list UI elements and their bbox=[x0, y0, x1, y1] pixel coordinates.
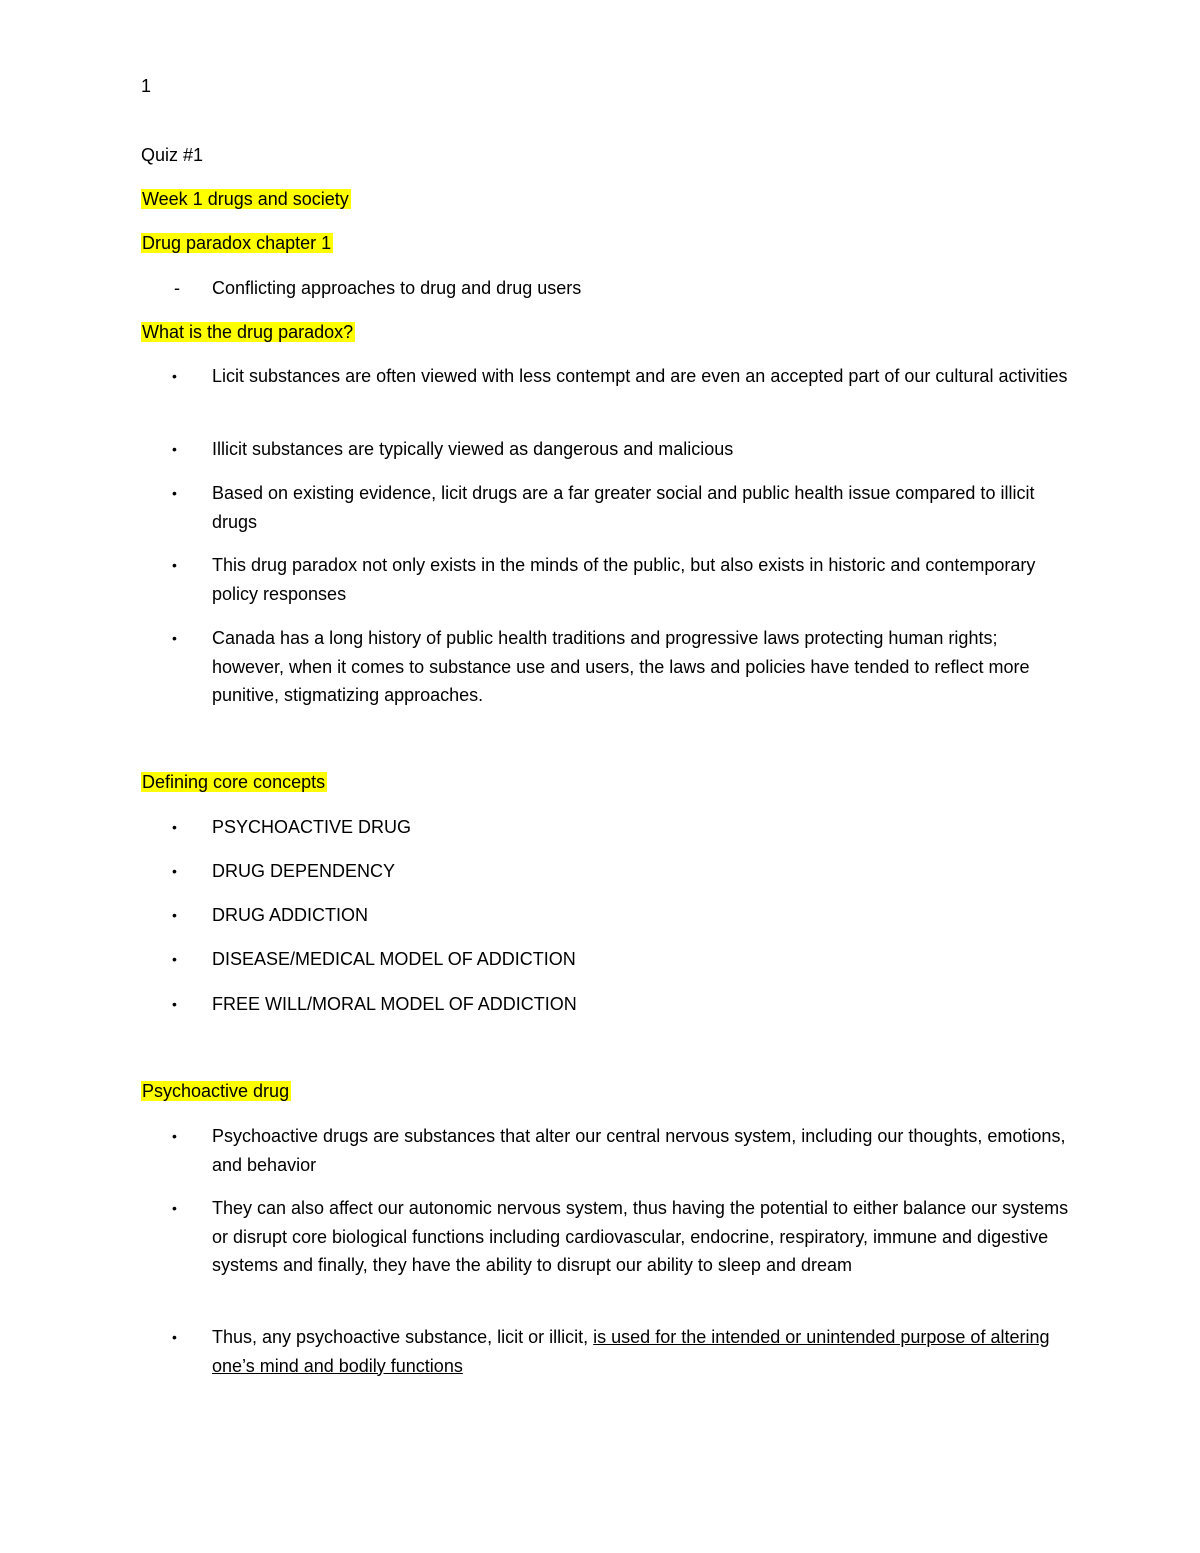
bullet-icon: • bbox=[172, 441, 177, 457]
bullet-icon: • bbox=[172, 485, 177, 501]
bullet-icon: • bbox=[172, 996, 177, 1012]
psychoactive-heading: Psychoactive drug bbox=[142, 1081, 290, 1101]
paradox-chapter-heading-line bbox=[141, 229, 333, 257]
week-heading-line bbox=[141, 185, 351, 213]
what-is-heading-line bbox=[141, 318, 355, 346]
paradox-item: Licit substances are often viewed with less contempt and are even an accepted part of our cultural activities bbox=[212, 366, 1068, 386]
core-concept-item: PSYCHOACTIVE DRUG bbox=[212, 817, 412, 837]
psychoactive-item: Psychoactive drugs are substances that alter our central nervous system, including our thoughts, emotions, and behavior bbox=[212, 1126, 1066, 1175]
dash-item: Conflicting approaches to drug and drug users bbox=[212, 278, 582, 298]
bullet-icon: • bbox=[172, 1200, 177, 1216]
bullet-icon: • bbox=[172, 907, 177, 923]
paradox-item: Canada has a long history of public health traditions and progressive laws protecting human rights; however, when it comes to substance use and users, the laws and policies have tended to reflect more punitive, stigmatizing approaches. bbox=[212, 628, 1030, 705]
paradox-item: Based on existing evidence, licit drugs are a far greater social and public health issue compared to illicit drugs bbox=[212, 483, 1035, 532]
core-concept-item: DRUG DEPENDENCY bbox=[212, 861, 396, 881]
psychoactive-item: They can also affect our autonomic nervous system, thus having the potential to either balance our systems or disrupt core biological functions including cardiovascular, endocrine, respiratory, immune and digestive systems and finally, they have the ability to disrupt our ability to sleep and dream bbox=[212, 1198, 1069, 1275]
core-concepts-heading: Defining core concepts bbox=[142, 772, 326, 792]
core-concept-item: DRUG ADDICTION bbox=[212, 905, 369, 925]
dash-bullet: - bbox=[174, 278, 180, 298]
what-is-heading: What is the drug paradox? bbox=[142, 322, 354, 342]
psychoactive-item-last bbox=[212, 1323, 1072, 1380]
bullet-icon: • bbox=[172, 863, 177, 879]
bullet-icon: • bbox=[172, 368, 177, 384]
bullet-icon: • bbox=[172, 557, 177, 573]
paradox-item: Illicit substances are typically viewed as dangerous and malicious bbox=[212, 439, 734, 459]
core-concepts-heading-line bbox=[141, 768, 327, 796]
week-heading: Week 1 drugs and society bbox=[142, 189, 349, 209]
core-concept-item: DISEASE/MEDICAL MODEL OF ADDICTION bbox=[212, 949, 576, 969]
bullet-icon: • bbox=[172, 630, 177, 646]
quiz-title: Quiz #1 bbox=[141, 145, 204, 165]
paradox-item: This drug paradox not only exists in the minds of the public, but also exists in historic and contemporary policy responses bbox=[212, 555, 1036, 604]
bullet-icon: • bbox=[172, 1128, 177, 1144]
paradox-chapter-heading: Drug paradox chapter 1 bbox=[142, 233, 332, 253]
core-concept-item: FREE WILL/MORAL MODEL OF ADDICTION bbox=[212, 994, 577, 1014]
page-number: 1 bbox=[141, 76, 152, 96]
last-item-underlined: is used for the intended or unintended purpose of altering one’s mind and bodily functions bbox=[212, 1327, 1050, 1376]
bullet-icon: • bbox=[172, 819, 177, 835]
psychoactive-heading-line bbox=[141, 1077, 291, 1105]
last-item-prefix: Thus, any psychoactive substance, licit or illicit, bbox=[212, 1327, 594, 1347]
bullet-icon: • bbox=[172, 1329, 177, 1345]
bullet-icon: • bbox=[172, 951, 177, 967]
